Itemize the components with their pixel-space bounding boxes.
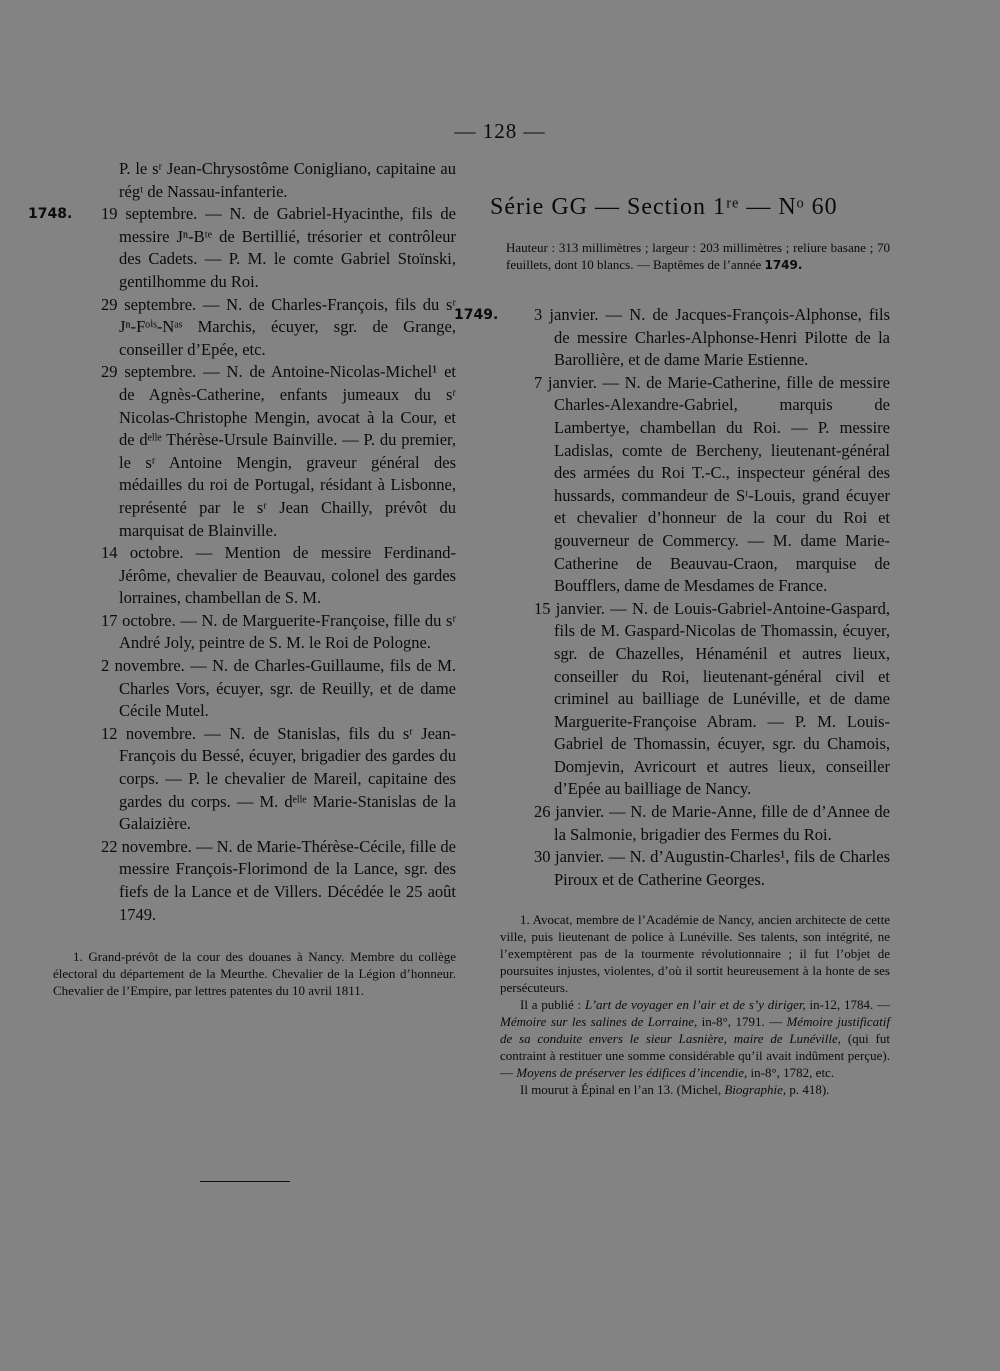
baptism-entry: 26 janvier. — N. de Marie-Anne, fille de d’Annee de la Salmonie, brigadier des Fermes du Roi. (534, 802, 890, 844)
footnote-right: 1. Avocat, membre de l’Académie de Nancy, ancien architecte de cette ville, puis lieutenant de police à Lunéville. Ses talents, son intégrité, ne l’exemptèrent pas de la tourmente révolutionnaire ; il fut l’objet de poursuites injustes, violentes, d’où il sortit heureusement à la honte de ses persécuteurs. (500, 912, 890, 996)
entry-year: 1749. (454, 307, 499, 323)
entry-continuation: P. le sʳ Jean-Chrysostôme Conigliano, capitaine au régᵗ de Nassau-infanterie. (119, 159, 456, 201)
volume-year: 1749. (764, 258, 803, 272)
baptism-entry: 22 novembre. — N. de Marie-Thérèse-Cécile, fille de messire François-Florimond de la Lance, sgr. des fiefs de la Lance et de Villers. Décédée le 25 août 1749. (101, 836, 456, 924)
baptism-entry: 30 janvier. — N. d’Augustin-Charles¹, fils de Charles Piroux et de Catherine Georges. (534, 847, 890, 889)
baptism-entry: 1749. 3 janvier. — N. de Jacques-François-Alphonse, fils de messire Charles-Alphonse-Henri Pilotte de la Barollière, et de dame Marie Estienne. (454, 305, 890, 370)
baptism-entry: 17 octobre. — N. de Marguerite-Françoise, fille du sʳ André Joly, peintre de S. M. le Roi de Pologne. (101, 610, 456, 653)
baptism-entry: 7 janvier. — N. de Marie-Catherine, fille de messire Charles-Alexandre-Gabriel, marquis de Lambertye, chambellan du Roi. — P. messire Ladislas, comte de Bercheny, lieutenant-général des armées du Roi T.-C., inspecteur général des hussards, commandeur de Sᵗ-Louis, grand écuyer et chevalier d’honneur de la cour du Roi et gouverneur de Commercy. — M. dame Marie-Catherine de Beauvau-Craon, marquise de Boufflers, dame de Mesdames de France. (534, 372, 890, 596)
baptism-entry: 1748. 19 septembre. — N. de Gabriel-Hyacinthe, fils de messire Jⁿ-Bᵗᵉ de Bertillié, trésorier et contrôleur des Cadets. — P. M. le comte Gabriel Stoïnski, gentilhomme du Roi. (28, 204, 456, 291)
right-column (454, 158, 891, 1098)
baptism-entry: 29 septembre. — N. de Charles-François, fils du sʳ Jⁿ-Fᵒⁱˢ-Nᵃˢ Marchis, écuyer, sgr. de Grange, conseiller d’Epée, etc. (101, 294, 456, 359)
baptism-entry: 14 octobre. — Mention de messire Ferdinand-Jérôme, chevalier de Beauvau, colonel des gardes lorraines, chambellan de S. M. (101, 543, 456, 608)
footnote-right-death: Il mourut à Épinal en l’an 13. (Michel, Biographie, p. 418). (520, 1082, 830, 1098)
section-title: Série GG — Section 1ʳᵉ — Nᵒ 60 (490, 194, 838, 220)
footnote-left: 1. Grand-prévôt de la cour des douanes à Nancy. Membre du collège électoral du département de la Meurthe. Chevalier de la Légion d’honneur. Chevalier de l’Empire, par lettres patentes du 10 avril 1811. (53, 949, 456, 999)
baptism-entry: 29 septembre. — N. de Antoine-Nicolas-Michel¹ et de Agnès-Catherine, enfants jumeaux du sʳ Nicolas-Christophe Mengin, avocat à la Cour, et de dᵉˡˡᵉ Thérèse-Ursule Bainville. — P. du premier, le sʳ Antoine Mengin, graveur général des médailles du roi de Portugal, résidant à Lisbonne, représenté par le sʳ Jean Chailly, prévôt du marquisat de Blainville. (101, 362, 456, 540)
baptism-entry: 15 janvier. — N. de Louis-Gabriel-Antoine-Gaspard, fils de M. Gaspard-Nicolas de Thomassin, écuyer, sgr. de Chazelles, Hénaménil et autres lieux, conseiller du Roi, lieutenant-général civil et criminel au bailliage de Lunéville, et de dame Marguerite-Françoise Abram. — P. M. Louis-Gabriel de Thomassin, écuyer, sgr. du Chamois, Domjevin, Avricourt et autres lieux, conseiller d’Epée au bailliage de Nancy. (534, 598, 890, 799)
entry-year: 1748. (28, 206, 73, 223)
page-number: — 128 — (454, 119, 546, 143)
baptism-entry: 2 novembre. — N. de Charles-Guillaume, fils de M. Charles Vors, écuyer, sgr. de Reuilly, et de dame Cécile Mutel. (101, 656, 456, 721)
baptism-entry: 12 novembre. — N. de Stanislas, fils du sʳ Jean-François du Bessé, écuyer, brigadier des gardes du corps. — P. le chevalier de Mareil, capitaine des gardes du corps. — M. dᵉˡˡᵉ Marie-Stanislas de la Galaizière. (101, 723, 456, 834)
left-column (28, 158, 456, 999)
footnote-right-publications: Il a publié : L’art de voyager en l’air et de s’y diriger, in-12, 1784. — Mémoire sur les salines de Lorraine, in-8°, 1791. — Mémoire justificatif de sa conduite envers le sieur Lasnière, maire de Lunéville, (qui fut contraint à restituer une somme considérable qu’il avait indûment perçue). — Moyens de préserver les édifices d’incendie, in-8°, 1782, etc. (500, 997, 891, 1081)
volume-description: Hauteur : 313 millimètres ; largeur : 203 millimètres ; reliure basane ; 70 feuillets, dont 10 blancs. — Baptêmes de l’année 1749. (506, 240, 890, 272)
footnote-divider (200, 1181, 290, 1182)
